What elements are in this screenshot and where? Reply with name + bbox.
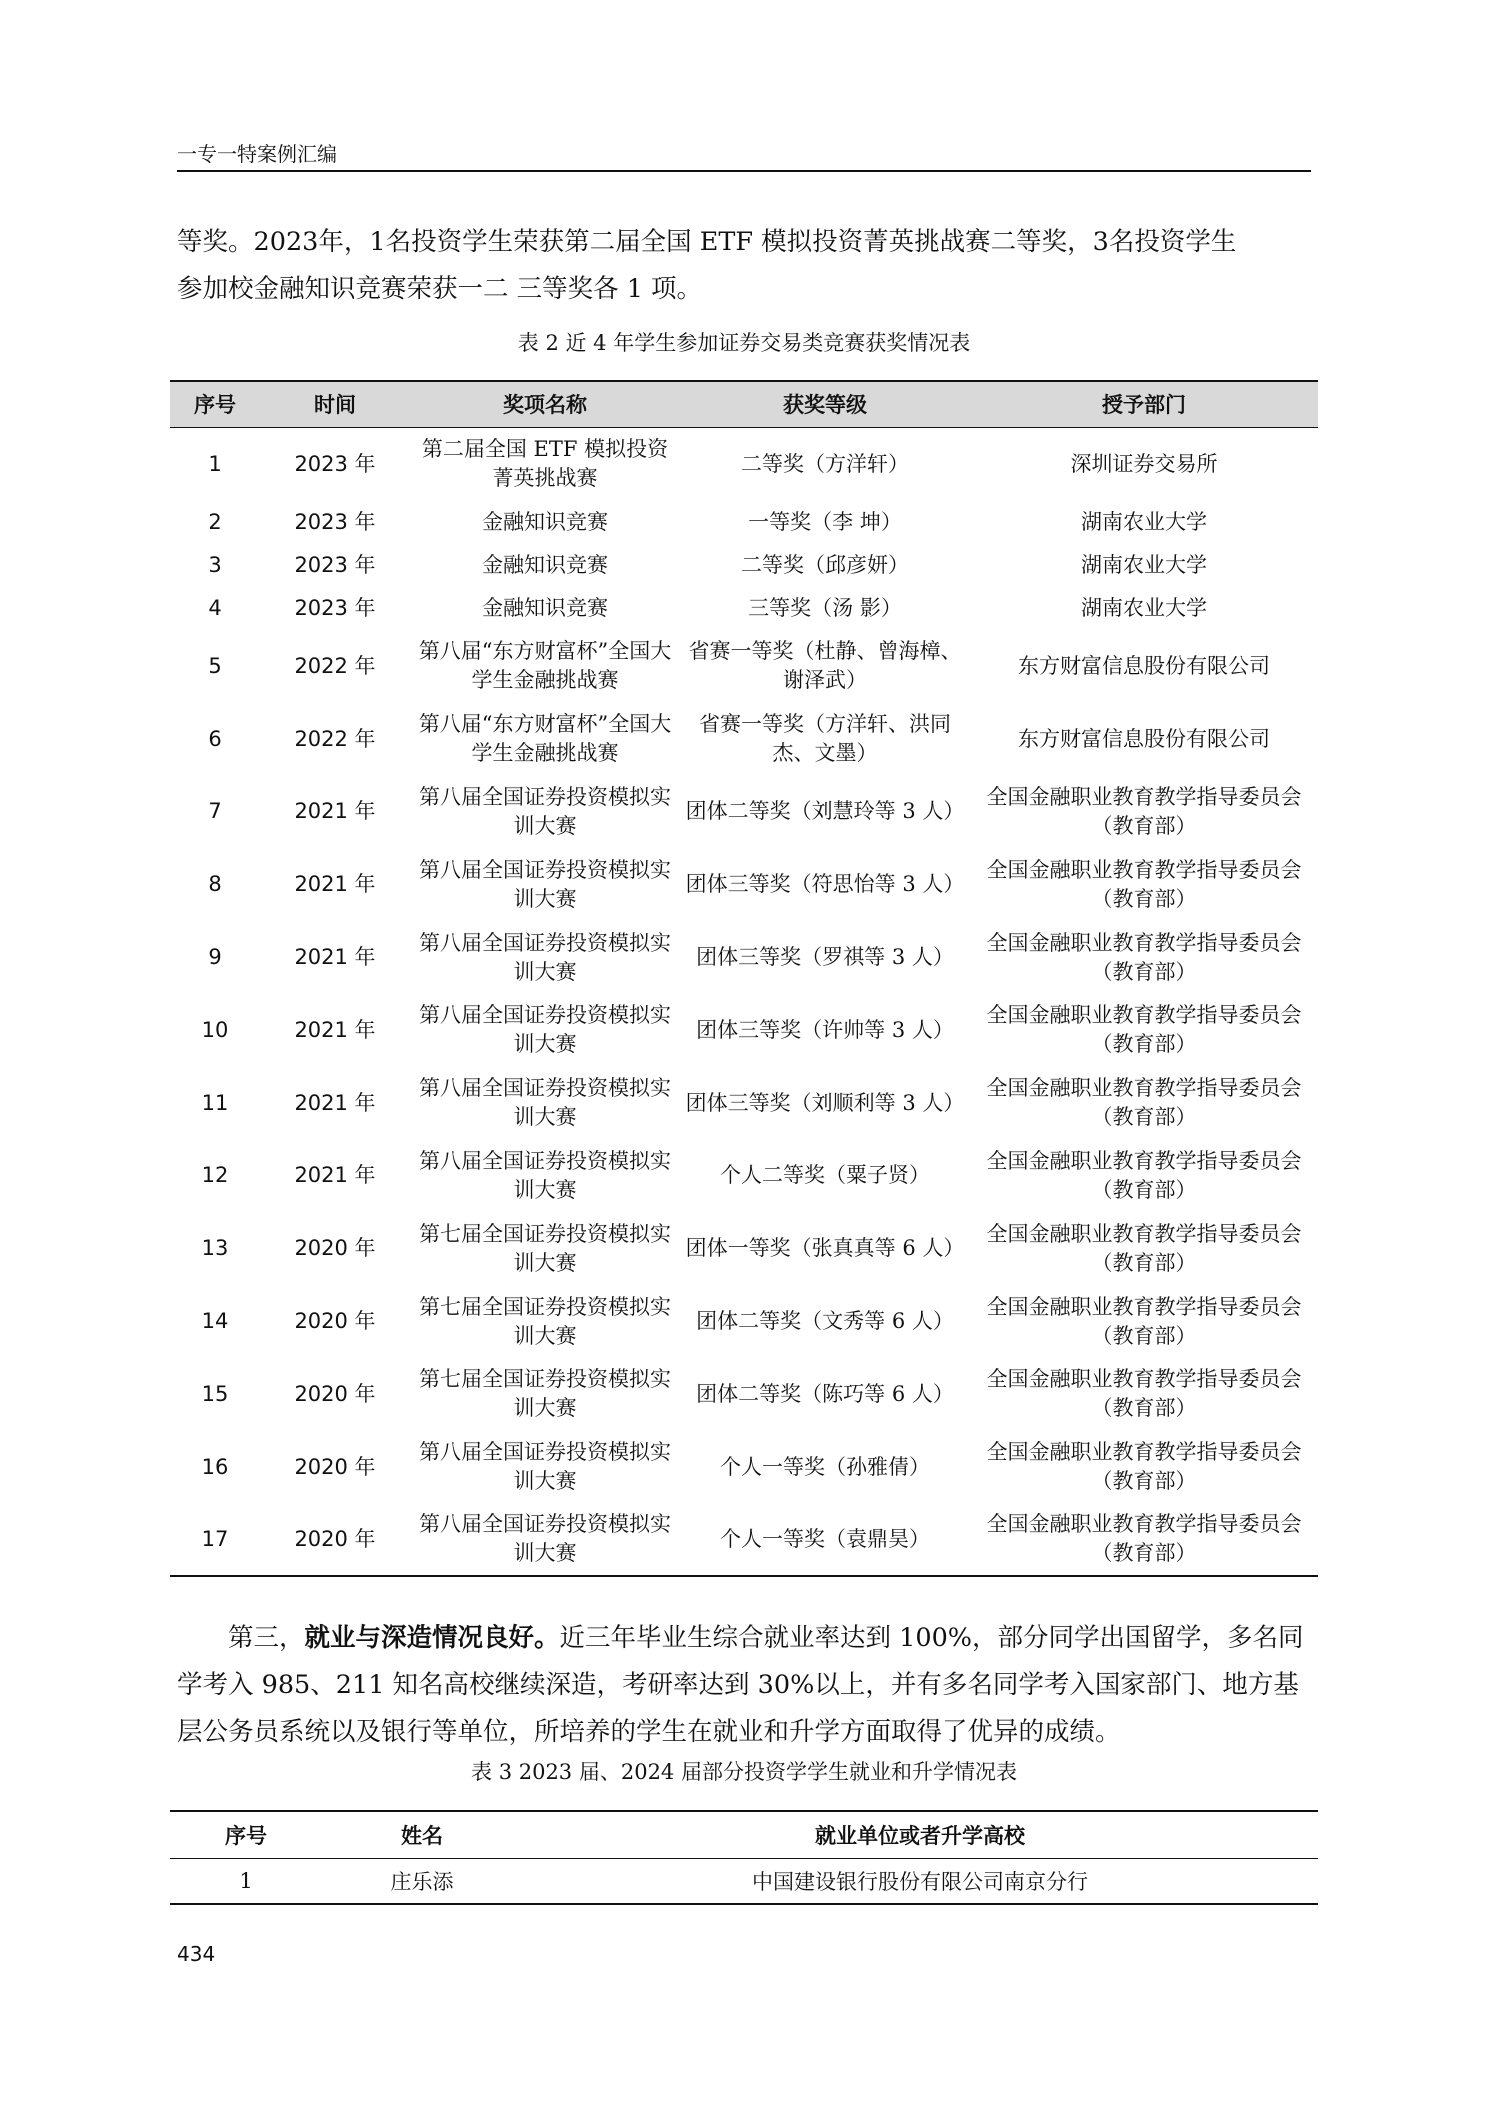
cell-no: 16 bbox=[201, 1454, 229, 1479]
cell-award-level: 省赛一等奖（杜静、曾海樟、谢泽武） bbox=[688, 639, 962, 693]
cell-no: 10 bbox=[201, 1017, 229, 1042]
cell-award-level: 团体三等奖（许帅等 3 人） bbox=[696, 1017, 954, 1042]
cell-department: 全国金融职业教育教学指导委员会（教育部） bbox=[986, 1440, 1302, 1494]
cell-no: 1 bbox=[208, 451, 222, 476]
cell-award-name: 第八届“东方财富杯”全国大学生金融挑战赛 bbox=[418, 712, 672, 766]
cell-award-name: 第八届全国证券投资模拟实训大赛 bbox=[419, 784, 671, 838]
cell-award-name: 第八届全国证券投资模拟实训大赛 bbox=[419, 1148, 671, 1202]
cell-year: 2023 年 bbox=[294, 451, 376, 476]
cell-no: 5 bbox=[208, 653, 222, 678]
table-row bbox=[170, 1358, 1318, 1431]
employment-table bbox=[170, 1810, 1318, 1905]
cell-department: 全国金融职业教育教学指导委员会（教育部） bbox=[986, 1148, 1302, 1202]
cell-award-name: 第八届全国证券投资模拟实训大赛 bbox=[419, 857, 671, 911]
col-header-department: 授予部门 bbox=[970, 381, 1318, 427]
cell-department: 东方财富信息股份有限公司 bbox=[1018, 653, 1270, 678]
cell-award-level: 个人二等奖（粟子贤） bbox=[720, 1163, 930, 1188]
cell-award-level: 个人一等奖（孙雅倩） bbox=[720, 1454, 930, 1479]
table-row bbox=[170, 921, 1318, 994]
paragraph-intro-line1: 等奖。2023年，1名投资学生荣获第二届全国 ETF 模拟投资菁英挑战赛二等奖，3名投资学生 bbox=[177, 227, 1237, 257]
table-row bbox=[170, 427, 1318, 501]
paragraph-employment-bold: 就业与深造情况良好。 bbox=[304, 1623, 560, 1653]
cell-award-name: 第八届“东方财富杯”全国大学生金融挑战赛 bbox=[418, 639, 672, 693]
cell-no: 4 bbox=[208, 596, 222, 620]
cell-award-level: 团体二等奖（文秀等 6 人） bbox=[696, 1309, 954, 1334]
cell-department: 湖南农业大学 bbox=[1081, 596, 1207, 620]
cell-year: 2020 年 bbox=[260, 1504, 410, 1577]
cell-award-name: 第七届全国证券投资模拟实训大赛 bbox=[419, 1221, 671, 1275]
table-row bbox=[170, 776, 1318, 849]
cell-award-level: 二等奖（方洋轩） bbox=[741, 451, 909, 476]
cell-year: 2022 年 bbox=[294, 726, 376, 751]
cell-no: 3 bbox=[208, 553, 222, 577]
col-header-award-level: 获奖等级 bbox=[680, 381, 970, 427]
paragraph-employment-lead: 第三， bbox=[228, 1623, 305, 1653]
cell-award-level: 团体三等奖（刘顺利等 3 人） bbox=[685, 1090, 965, 1115]
table-row bbox=[170, 703, 1318, 776]
paragraph-employment-rest: 近三年毕业生综合就业率达到 100%，部分同学出国留学，多名同学考入 985、211 知名高校继续深造，考研率达到 30%以上，并有多名同学考入国家部门、地方基层公务员系统以及银行等单位，所培养的学生在就业和升学方面取得了优异的成绩。 bbox=[177, 1623, 1304, 1747]
cell-year: 2020 年 bbox=[294, 1454, 376, 1479]
cell-award-name: 第八届全国证券投资模拟实训大赛 bbox=[419, 930, 671, 984]
table-row bbox=[170, 1859, 1318, 1905]
cell-department: 全国金融职业教育教学指导委员会（教育部） bbox=[986, 1003, 1302, 1057]
table-row bbox=[170, 1285, 1318, 1358]
cell-year: 2022 年 bbox=[294, 653, 376, 678]
cell-department: 湖南农业大学 bbox=[1081, 553, 1207, 577]
cell-no: 8 bbox=[208, 872, 222, 897]
table-header-row bbox=[170, 381, 1318, 427]
table-row bbox=[170, 587, 1318, 630]
cell-award-level: 一等奖（李 坤） bbox=[748, 510, 902, 534]
cell-year: 2023 年 bbox=[294, 596, 376, 620]
table-header-row bbox=[170, 1811, 1318, 1859]
col-header-year: 时间 bbox=[260, 381, 410, 427]
col-header-no: 序号 bbox=[170, 1811, 322, 1859]
cell-no: 9 bbox=[208, 945, 222, 970]
cell-year: 2021 年 bbox=[294, 872, 376, 897]
paragraph-intro-line2: 参加校金融知识竞赛荣获一二 三等奖各 1 项。 bbox=[177, 274, 703, 304]
cell-award-level: 三等奖（汤 影） bbox=[748, 596, 902, 620]
cell-year: 2021 年 bbox=[294, 1017, 376, 1042]
cell-award-name: 第八届全国证券投资模拟实训大赛 bbox=[419, 1076, 671, 1130]
col-header-employer: 就业单位或者升学高校 bbox=[522, 1811, 1318, 1859]
awards-table bbox=[170, 380, 1318, 1577]
table-row bbox=[170, 1140, 1318, 1213]
cell-no: 12 bbox=[201, 1163, 229, 1188]
cell-award-name: 第八届全国证券投资模拟实训大赛 bbox=[419, 1003, 671, 1057]
cell-no: 11 bbox=[201, 1090, 229, 1115]
cell-year: 2021 年 bbox=[294, 799, 376, 824]
cell-employer: 中国建设银行股份有限公司南京分行 bbox=[522, 1859, 1318, 1905]
cell-award-name: 金融知识竞赛 bbox=[482, 596, 608, 620]
cell-no: 7 bbox=[208, 799, 222, 824]
cell-year: 2020 年 bbox=[294, 1381, 376, 1406]
cell-year: 2023 年 bbox=[294, 553, 376, 577]
cell-award-level: 团体二等奖（刘慧玲等 3 人） bbox=[685, 799, 965, 824]
table-row bbox=[170, 1212, 1318, 1285]
table-row bbox=[170, 1504, 1318, 1577]
cell-department: 全国金融职业教育教学指导委员会（教育部） bbox=[986, 1221, 1302, 1275]
cell-no: 13 bbox=[201, 1236, 229, 1261]
table-row bbox=[170, 544, 1318, 587]
col-header-name: 姓名 bbox=[322, 1811, 522, 1859]
cell-no: 1 bbox=[170, 1859, 322, 1905]
cell-award-level: 团体三等奖（符思怡等 3 人） bbox=[685, 872, 965, 897]
cell-year: 2020 年 bbox=[294, 1309, 376, 1334]
table-row bbox=[170, 1431, 1318, 1504]
cell-year: 2021 年 bbox=[294, 945, 376, 970]
table-row bbox=[170, 994, 1318, 1067]
cell-department: 东方财富信息股份有限公司 bbox=[1018, 726, 1270, 751]
cell-department: 全国金融职业教育教学指导委员会（教育部） bbox=[986, 857, 1302, 911]
cell-department: 全国金融职业教育教学指导委员会（教育部） bbox=[986, 1294, 1302, 1348]
table-row bbox=[170, 1067, 1318, 1140]
table2-caption: 表 2 近 4 年学生参加证券交易类竞赛获奖情况表 bbox=[517, 331, 971, 355]
paragraph-employment bbox=[177, 1615, 1311, 1756]
cell-department: 全国金融职业教育教学指导委员会（教育部） bbox=[970, 1504, 1318, 1577]
cell-award-name: 第七届全国证券投资模拟实训大赛 bbox=[419, 1294, 671, 1348]
cell-department: 全国金融职业教育教学指导委员会（教育部） bbox=[986, 1076, 1302, 1130]
cell-award-level: 省赛一等奖（方洋轩、洪同杰、文墨） bbox=[699, 712, 951, 766]
cell-no: 17 bbox=[170, 1504, 260, 1577]
cell-award-name: 第二届全国 ETF 模拟投资菁英挑战赛 bbox=[421, 437, 669, 491]
cell-award-name: 金融知识竞赛 bbox=[482, 553, 608, 577]
paragraph-intro bbox=[177, 219, 1311, 313]
cell-no: 14 bbox=[201, 1309, 229, 1334]
cell-award-name: 第八届全国证券投资模拟实训大赛 bbox=[410, 1504, 680, 1577]
cell-department: 全国金融职业教育教学指导委员会（教育部） bbox=[986, 930, 1302, 984]
cell-name: 庄乐添 bbox=[322, 1859, 522, 1905]
col-header-award-name: 奖项名称 bbox=[410, 381, 680, 427]
cell-year: 2021 年 bbox=[294, 1163, 376, 1188]
running-header: 一专一特案例汇编 bbox=[177, 140, 1311, 172]
cell-award-level: 团体一等奖（张真真等 6 人） bbox=[685, 1236, 965, 1261]
table-row bbox=[170, 848, 1318, 921]
cell-award-level: 团体二等奖（陈巧等 6 人） bbox=[696, 1381, 954, 1406]
page-number: 434 bbox=[177, 1942, 216, 1966]
cell-year: 2023 年 bbox=[294, 510, 376, 534]
col-header-no: 序号 bbox=[170, 381, 260, 427]
cell-award-name: 第七届全国证券投资模拟实训大赛 bbox=[419, 1367, 671, 1421]
cell-year: 2021 年 bbox=[294, 1090, 376, 1115]
cell-award-name: 第八届全国证券投资模拟实训大赛 bbox=[419, 1440, 671, 1494]
table3-caption: 表 3 2023 届、2024 届部分投资学学生就业和升学情况表 bbox=[471, 1760, 1017, 1784]
table-row bbox=[170, 501, 1318, 544]
cell-award-name: 金融知识竞赛 bbox=[482, 510, 608, 534]
table-row bbox=[170, 630, 1318, 703]
cell-no: 6 bbox=[208, 726, 222, 751]
cell-award-level: 个人一等奖（袁鼎昊） bbox=[680, 1504, 970, 1577]
cell-department: 湖南农业大学 bbox=[1081, 510, 1207, 534]
cell-no: 15 bbox=[201, 1381, 229, 1406]
cell-department: 全国金融职业教育教学指导委员会（教育部） bbox=[986, 1367, 1302, 1421]
cell-year: 2020 年 bbox=[294, 1236, 376, 1261]
cell-no: 2 bbox=[208, 510, 222, 534]
cell-award-level: 团体三等奖（罗祺等 3 人） bbox=[696, 945, 954, 970]
cell-department: 深圳证券交易所 bbox=[1070, 451, 1218, 476]
cell-award-level: 二等奖（邱彦妍） bbox=[741, 553, 909, 577]
cell-department: 全国金融职业教育教学指导委员会（教育部） bbox=[986, 784, 1302, 838]
